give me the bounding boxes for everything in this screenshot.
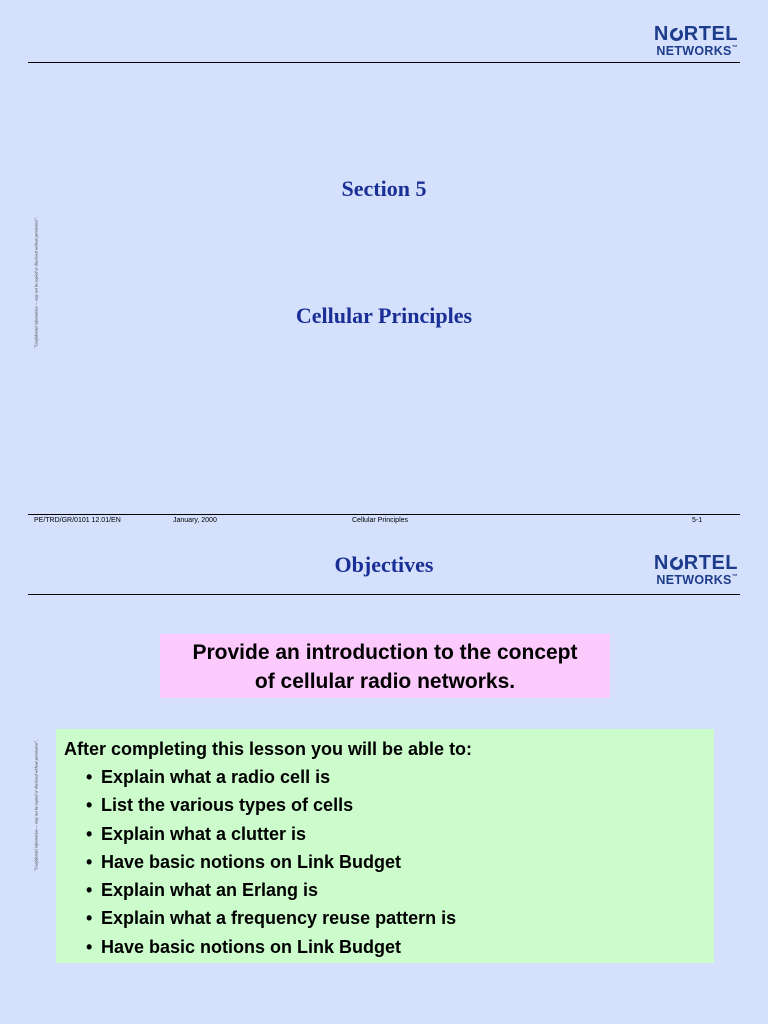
section-heading: Section 5: [341, 176, 427, 201]
objectives-intro: After completing this lesson you will be able to:: [64, 739, 473, 759]
logo-o-icon: [670, 557, 683, 570]
header-rule: [28, 594, 740, 595]
bullet-icon: •: [86, 795, 93, 816]
highlight-line-1: Provide an introduction to the concept: [192, 641, 578, 664]
objectives-box: [56, 729, 714, 963]
slide-title: Cellular Principles: [295, 303, 473, 328]
bullet-icon: •: [86, 851, 93, 872]
confidential-notice: "Confidential information — may not be copied or disclosed without permission".: [33, 216, 39, 349]
bullet-icon: •: [86, 936, 93, 957]
logo-o-icon: [670, 28, 683, 41]
bullet-icon: •: [86, 823, 93, 844]
list-item: • List the various types of cells: [86, 791, 714, 819]
slide-objectives: [0, 512, 768, 1024]
confidential-notice: "Confidential information — may not be copied or disclosed without permission".: [33, 739, 39, 872]
list-item: • Explain what a clutter is: [86, 820, 714, 848]
list-item: • Have basic notions on Link Budget: [86, 933, 714, 961]
list-item: • Explain what a frequency reuse pattern is: [86, 904, 714, 932]
list-item: • Explain what a radio cell is: [86, 763, 714, 791]
bullet-icon: •: [86, 880, 93, 901]
highlight-line-2: of cellular radio networks.: [254, 670, 516, 693]
list-item: • Have basic notions on Link Budget: [86, 848, 714, 876]
bullet-icon: •: [86, 767, 93, 787]
highlight-box: [160, 634, 610, 698]
footer-page-number: 5-1: [692, 517, 703, 524]
header-rule: [28, 62, 740, 63]
footer-date: January, 2000: [173, 517, 217, 524]
list-item: • Explain what an Erlang is: [86, 876, 714, 904]
nortel-networks-logo: N RTEL NETWORKS™: [653, 23, 738, 58]
footer-topic: Cellular Principles: [352, 517, 409, 524]
footer-doc-id: PE/TRD/GR/0101 12.01/EN: [34, 517, 121, 524]
objectives-list: [64, 763, 714, 961]
objectives-title: Objectives: [334, 552, 434, 577]
bullet-icon: •: [86, 908, 93, 929]
nortel-networks-logo: N RTEL NETWORKS™: [653, 552, 738, 587]
